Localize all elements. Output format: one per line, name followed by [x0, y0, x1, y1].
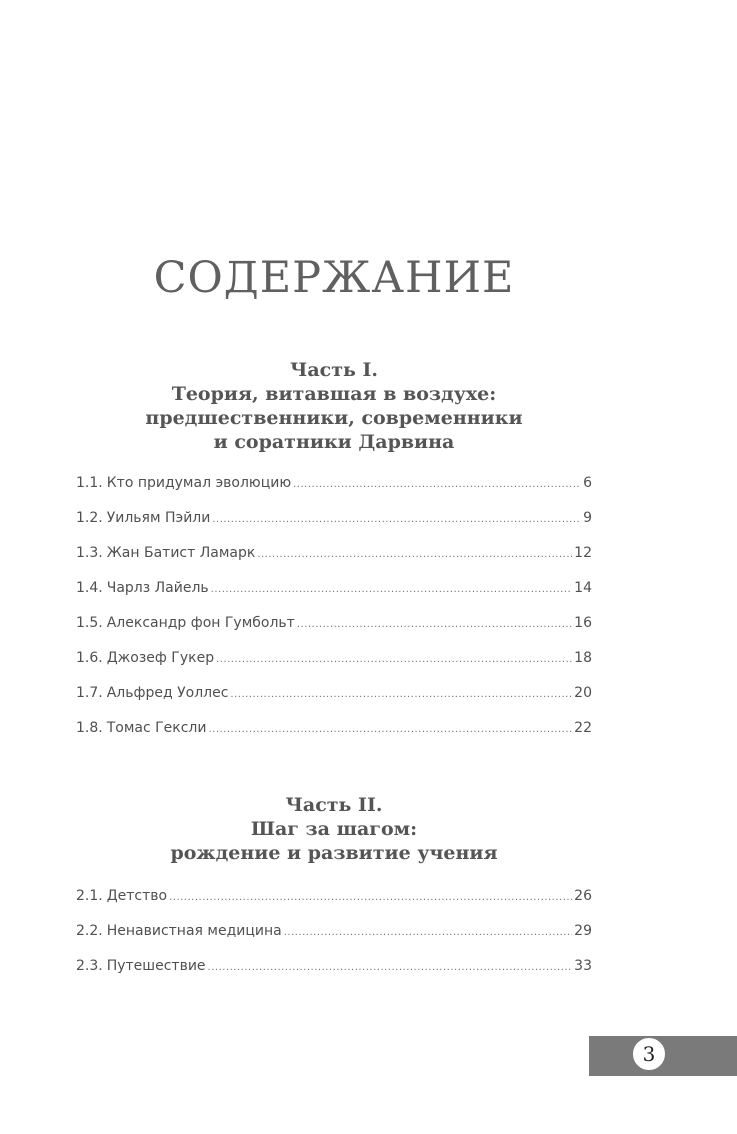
toc-entry-label: Путешествие [106, 958, 206, 974]
toc-entry-page: 18 [574, 650, 592, 666]
toc-entry[interactable] [76, 575, 592, 610]
toc-entry-page: 6 [583, 475, 592, 491]
part-2-heading-line: Шаг за шагом: [250, 818, 418, 840]
toc-entry-number: 2.2. [76, 923, 103, 939]
toc-entry-number: 1.3. [76, 545, 103, 561]
dot-leader [257, 542, 572, 568]
part-2-toc-list [76, 883, 592, 988]
toc-entry-number: 1.1. [76, 475, 103, 491]
toc-entry-page: 29 [574, 923, 592, 939]
dot-leader [216, 647, 572, 673]
toc-entry-number: 1.5. [76, 615, 103, 631]
part-2-heading-line: Часть II. [285, 794, 383, 816]
part-1-toc-list [76, 470, 592, 750]
toc-entry-label: Джозеф Гукер [106, 650, 215, 666]
toc-entry[interactable] [76, 715, 592, 750]
toc-entry-label: Детство [106, 888, 168, 904]
dot-leader [208, 717, 572, 743]
toc-entry[interactable] [76, 610, 592, 645]
part-1-heading [0, 358, 668, 454]
dot-leader [230, 682, 572, 708]
toc-entry-number: 1.8. [76, 720, 103, 736]
toc-entry[interactable] [76, 470, 592, 505]
toc-entry-label: Александр фон Гумбольт [106, 615, 295, 631]
toc-entry[interactable] [76, 540, 592, 575]
part-1-heading-line: Теория, витавшая в воздухе: [171, 383, 497, 405]
toc-entry[interactable] [76, 680, 592, 715]
toc-entry[interactable] [76, 953, 592, 988]
toc-entry-page: 12 [574, 545, 592, 561]
toc-entry[interactable] [76, 918, 592, 953]
dot-leader [211, 577, 573, 603]
toc-entry-page: 20 [574, 685, 592, 701]
page-title: СОДЕРЖАНИЕ [153, 253, 515, 303]
toc-entry-label: Ненавистная медицина [106, 923, 282, 939]
toc-entry-label: Жан Батист Ламарк [106, 545, 256, 561]
toc-entry-number: 2.3. [76, 958, 103, 974]
part-2-heading [0, 793, 668, 865]
toc-entry-number: 2.1. [76, 888, 103, 904]
toc-entry-number: 1.7. [76, 685, 103, 701]
toc-entry-page: 16 [574, 615, 592, 631]
dot-leader [293, 472, 581, 498]
part-1-heading-line: Часть I. [289, 359, 378, 381]
toc-entry-number: 1.2. [76, 510, 103, 526]
toc-entry-label: Кто придумал эволюцию [106, 475, 292, 491]
dot-leader [284, 920, 572, 946]
part-1-heading-line: предшественники, современники [145, 407, 523, 429]
part-2-heading-line: рождение и развитие учения [170, 842, 498, 864]
toc-entry-page: 14 [574, 580, 592, 596]
part-1-heading-line: и соратники Дарвина [213, 431, 455, 453]
toc-entry[interactable] [76, 505, 592, 540]
toc-entry-page: 22 [574, 720, 592, 736]
dot-leader [212, 507, 581, 533]
page-number: 3 [631, 1036, 667, 1072]
toc-entry-label: Томас Гексли [106, 720, 207, 736]
toc-entry-page: 9 [583, 510, 592, 526]
toc-entry[interactable] [76, 645, 592, 680]
dot-leader [169, 885, 572, 911]
dot-leader [208, 955, 573, 981]
dot-leader [297, 612, 572, 638]
toc-entry-number: 1.6. [76, 650, 103, 666]
toc-entry-label: Чарлз Лайель [106, 580, 209, 596]
toc-entry-label: Уильям Пэйли [106, 510, 211, 526]
toc-entry-page: 26 [574, 888, 592, 904]
toc-entry-label: Альфред Уоллес [106, 685, 229, 701]
toc-entry[interactable] [76, 883, 592, 918]
toc-entry-page: 33 [574, 958, 592, 974]
toc-entry-number: 1.4. [76, 580, 103, 596]
